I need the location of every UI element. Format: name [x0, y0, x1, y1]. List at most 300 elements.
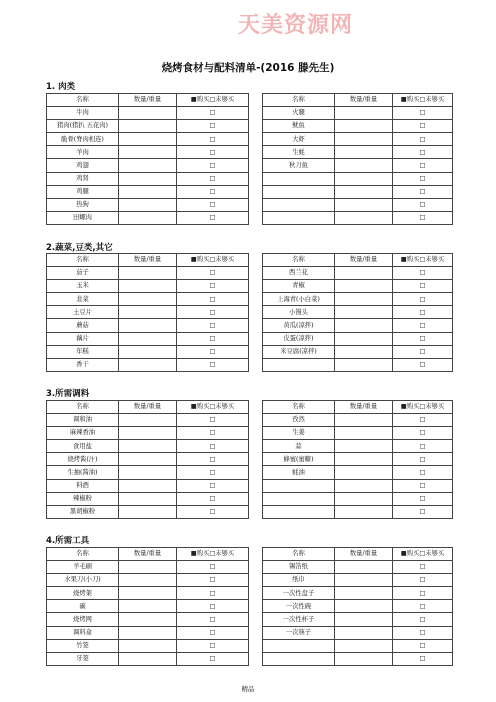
- status-checkbox[interactable]: □: [177, 267, 249, 280]
- column-header-name: 名称: [47, 401, 119, 414]
- item-quantity: [119, 185, 177, 198]
- item-name: 脆骨(脊肉相连): [47, 133, 119, 146]
- item-quantity: [119, 211, 177, 224]
- status-checkbox[interactable]: □: [393, 492, 453, 505]
- column-header-name: 名称: [47, 548, 119, 561]
- item-name: 牙签: [47, 652, 119, 665]
- column-header-name: 名称: [263, 401, 335, 414]
- item-name: 孜然: [263, 414, 335, 427]
- item-quantity: [119, 293, 177, 306]
- item-quantity: [335, 198, 393, 211]
- item-name: 羊肉: [47, 146, 119, 159]
- item-quantity: [119, 358, 177, 371]
- status-checkbox[interactable]: □: [177, 587, 249, 600]
- item-quantity: [335, 479, 393, 492]
- item-quantity: [335, 574, 393, 587]
- item-quantity: [335, 267, 393, 280]
- status-checkbox[interactable]: □: [393, 133, 453, 146]
- item-quantity: [119, 146, 177, 159]
- item-quantity: [119, 198, 177, 211]
- item-name: 一次筷子: [263, 626, 335, 639]
- column-gap: [249, 466, 263, 479]
- status-checkbox[interactable]: □: [393, 440, 453, 453]
- table-header-row: [47, 94, 453, 107]
- item-name: 猪肉(猪扒 五花肉): [47, 120, 119, 133]
- column-header-quantity: 数量/重量: [335, 94, 393, 107]
- column-header-quantity: 数量/重量: [335, 401, 393, 414]
- status-checkbox[interactable]: □: [177, 293, 249, 306]
- item-quantity: [335, 280, 393, 293]
- column-header-quantity: 数量/重量: [335, 254, 393, 267]
- item-quantity: [119, 133, 177, 146]
- item-name: 香干: [47, 358, 119, 371]
- column-gap: [249, 267, 263, 280]
- item-quantity: [335, 414, 393, 427]
- section-title-seasonings: 3.所需调料: [46, 389, 90, 399]
- status-checkbox[interactable]: □: [393, 466, 453, 479]
- table-row: [47, 414, 453, 427]
- table-row: [47, 267, 453, 280]
- item-quantity: [335, 600, 393, 613]
- status-checkbox[interactable]: □: [177, 466, 249, 479]
- item-quantity: [119, 345, 177, 358]
- status-checkbox[interactable]: □: [177, 306, 249, 319]
- column-header-status: ■购买□未够买: [393, 254, 453, 267]
- table-row: [47, 133, 453, 146]
- column-header-status: ■购买□未够买: [393, 548, 453, 561]
- item-name: 热狗: [47, 198, 119, 211]
- status-checkbox[interactable]: □: [177, 146, 249, 159]
- column-header-status: ■购买□未够买: [177, 254, 249, 267]
- status-checkbox[interactable]: □: [177, 332, 249, 345]
- column-gap: [249, 401, 263, 414]
- item-quantity: [119, 306, 177, 319]
- item-quantity: [335, 440, 393, 453]
- table-meat: [46, 93, 453, 225]
- status-checkbox[interactable]: □: [177, 600, 249, 613]
- item-name: 西兰花: [263, 267, 335, 280]
- column-header-quantity: 数量/重量: [119, 548, 177, 561]
- item-quantity: [119, 613, 177, 626]
- item-quantity: [119, 107, 177, 120]
- table-row: [47, 358, 453, 371]
- status-checkbox[interactable]: □: [177, 626, 249, 639]
- status-checkbox[interactable]: □: [177, 345, 249, 358]
- table-header-row: [47, 254, 453, 267]
- item-name: 黑胡椒粉: [47, 505, 119, 518]
- column-gap: [249, 159, 263, 172]
- status-checkbox[interactable]: □: [393, 574, 453, 587]
- item-name: [263, 505, 335, 518]
- item-quantity: [119, 626, 177, 639]
- status-checkbox[interactable]: □: [393, 159, 453, 172]
- column-gap: [249, 185, 263, 198]
- item-name: 青椒: [263, 280, 335, 293]
- item-name: 秋刀鱼: [263, 159, 335, 172]
- status-checkbox[interactable]: □: [177, 613, 249, 626]
- column-gap: [249, 146, 263, 159]
- status-checkbox[interactable]: □: [177, 172, 249, 185]
- item-quantity: [119, 574, 177, 587]
- status-checkbox[interactable]: □: [393, 479, 453, 492]
- item-name: [263, 172, 335, 185]
- table-header-row: [47, 401, 453, 414]
- item-quantity: [119, 639, 177, 652]
- item-name: 蚝油: [263, 466, 335, 479]
- column-gap: [249, 94, 263, 107]
- table-row: [47, 293, 453, 306]
- column-gap: [249, 306, 263, 319]
- page-title: 烧烤食材与配料清单-(2016 滕先生): [161, 62, 335, 74]
- item-name: [263, 492, 335, 505]
- item-quantity: [335, 332, 393, 345]
- table-row: [47, 427, 453, 440]
- column-gap: [249, 561, 263, 574]
- item-name: 麻辣香油: [47, 427, 119, 440]
- item-quantity: [335, 306, 393, 319]
- column-gap: [249, 345, 263, 358]
- table-header-row: [47, 548, 453, 561]
- status-checkbox[interactable]: □: [177, 505, 249, 518]
- status-checkbox[interactable]: □: [177, 185, 249, 198]
- table-row: [47, 613, 453, 626]
- column-gap: [249, 172, 263, 185]
- status-checkbox[interactable]: □: [393, 185, 453, 198]
- item-name: 土豆片: [47, 306, 119, 319]
- column-header-name: 名称: [263, 254, 335, 267]
- table-row: [47, 120, 453, 133]
- status-checkbox[interactable]: □: [177, 198, 249, 211]
- item-name: 锡箔纸: [263, 561, 335, 574]
- status-checkbox[interactable]: □: [393, 332, 453, 345]
- status-checkbox[interactable]: □: [177, 319, 249, 332]
- status-checkbox[interactable]: □: [177, 492, 249, 505]
- status-checkbox[interactable]: □: [393, 613, 453, 626]
- column-header-quantity: 数量/重量: [119, 94, 177, 107]
- column-gap: [249, 107, 263, 120]
- item-quantity: [335, 587, 393, 600]
- item-name: 调和油: [47, 414, 119, 427]
- item-name: 上海青(小白菜): [263, 293, 335, 306]
- status-checkbox[interactable]: □: [393, 414, 453, 427]
- column-gap: [249, 280, 263, 293]
- item-name: 烧烤酱(汁): [47, 453, 119, 466]
- status-checkbox[interactable]: □: [177, 358, 249, 371]
- item-quantity: [119, 587, 177, 600]
- item-quantity: [335, 211, 393, 224]
- column-header-name: 名称: [263, 548, 335, 561]
- column-gap: [249, 479, 263, 492]
- table-row: [47, 639, 453, 652]
- item-quantity: [335, 505, 393, 518]
- table-row: [47, 492, 453, 505]
- column-gap: [249, 427, 263, 440]
- item-name: 鸡腿: [47, 185, 119, 198]
- column-gap: [249, 613, 263, 626]
- item-name: 年糕: [47, 345, 119, 358]
- item-name: [263, 185, 335, 198]
- column-header-status: ■购买□未够买: [177, 401, 249, 414]
- item-name: 纸巾: [263, 574, 335, 587]
- status-checkbox[interactable]: □: [393, 453, 453, 466]
- item-name: 鱿鱼: [263, 120, 335, 133]
- item-quantity: [119, 267, 177, 280]
- item-name: [263, 198, 335, 211]
- item-quantity: [335, 466, 393, 479]
- item-name: 碳: [47, 600, 119, 613]
- column-gap: [249, 652, 263, 665]
- table-vegetables: [46, 253, 453, 372]
- item-name: 茄子: [47, 267, 119, 280]
- status-checkbox[interactable]: □: [393, 280, 453, 293]
- item-name: 蜂蜜(蜜糖): [263, 453, 335, 466]
- table-row: [47, 319, 453, 332]
- item-name: 一次性杯子: [263, 613, 335, 626]
- column-gap: [249, 639, 263, 652]
- item-quantity: [335, 293, 393, 306]
- item-name: 一次性盘子: [263, 587, 335, 600]
- column-gap: [249, 198, 263, 211]
- item-quantity: [335, 107, 393, 120]
- table-row: [47, 185, 453, 198]
- item-quantity: [335, 172, 393, 185]
- status-checkbox[interactable]: □: [393, 267, 453, 280]
- status-checkbox[interactable]: □: [393, 306, 453, 319]
- column-header-status: ■购买□未够买: [177, 94, 249, 107]
- status-checkbox[interactable]: □: [393, 146, 453, 159]
- item-name: 韭菜: [47, 293, 119, 306]
- status-checkbox[interactable]: □: [177, 652, 249, 665]
- item-name: 烧烤网: [47, 613, 119, 626]
- status-checkbox[interactable]: □: [177, 639, 249, 652]
- item-quantity: [119, 466, 177, 479]
- status-checkbox[interactable]: □: [177, 427, 249, 440]
- status-checkbox[interactable]: □: [177, 479, 249, 492]
- item-quantity: [119, 120, 177, 133]
- column-header-name: 名称: [47, 94, 119, 107]
- item-name: 食用盐: [47, 440, 119, 453]
- column-gap: [249, 548, 263, 561]
- table-row: [47, 600, 453, 613]
- table-row: [47, 466, 453, 479]
- item-quantity: [119, 492, 177, 505]
- table-seasonings: [46, 400, 453, 519]
- item-quantity: [335, 358, 393, 371]
- item-quantity: [335, 185, 393, 198]
- column-header-name: 名称: [263, 94, 335, 107]
- column-gap: [249, 626, 263, 639]
- item-quantity: [335, 626, 393, 639]
- column-header-name: 名称: [47, 254, 119, 267]
- table-row: [47, 479, 453, 492]
- table-row: [47, 146, 453, 159]
- item-quantity: [119, 319, 177, 332]
- section-title-vegetables: 2.蔬菜,豆类,其它: [46, 243, 113, 253]
- status-checkbox[interactable]: □: [393, 626, 453, 639]
- column-gap: [249, 505, 263, 518]
- table-row: [47, 280, 453, 293]
- status-checkbox[interactable]: □: [393, 561, 453, 574]
- column-gap: [249, 133, 263, 146]
- status-checkbox[interactable]: □: [393, 652, 453, 665]
- column-header-status: ■购买□未够买: [177, 548, 249, 561]
- item-name: [263, 358, 335, 371]
- column-gap: [249, 440, 263, 453]
- item-quantity: [335, 453, 393, 466]
- status-checkbox[interactable]: □: [177, 574, 249, 587]
- status-checkbox[interactable]: □: [177, 414, 249, 427]
- item-name: 皮蛋(凉拌): [263, 332, 335, 345]
- section-title-meat: 1. 肉类: [46, 82, 76, 92]
- column-header-quantity: 数量/重量: [335, 548, 393, 561]
- column-gap: [249, 600, 263, 613]
- item-quantity: [119, 479, 177, 492]
- item-name: 调料盒: [47, 626, 119, 639]
- column-gap: [249, 587, 263, 600]
- column-gap: [249, 211, 263, 224]
- item-name: 生蚝: [263, 146, 335, 159]
- status-checkbox[interactable]: □: [393, 107, 453, 120]
- table-row: [47, 440, 453, 453]
- status-checkbox[interactable]: □: [393, 211, 453, 224]
- table-row: [47, 626, 453, 639]
- item-quantity: [119, 453, 177, 466]
- table-row: [47, 453, 453, 466]
- item-quantity: [119, 414, 177, 427]
- item-name: 火腿: [263, 107, 335, 120]
- item-name: 烧烤架: [47, 587, 119, 600]
- item-quantity: [335, 427, 393, 440]
- status-checkbox[interactable]: □: [393, 319, 453, 332]
- item-quantity: [119, 172, 177, 185]
- item-quantity: [335, 613, 393, 626]
- item-quantity: [119, 280, 177, 293]
- item-name: 生姜: [263, 427, 335, 440]
- item-name: 辣椒粉: [47, 492, 119, 505]
- status-checkbox[interactable]: □: [393, 600, 453, 613]
- item-name: 羊毛刷: [47, 561, 119, 574]
- item-quantity: [335, 561, 393, 574]
- status-checkbox[interactable]: □: [393, 587, 453, 600]
- status-checkbox[interactable]: □: [393, 293, 453, 306]
- column-gap: [249, 293, 263, 306]
- column-gap: [249, 358, 263, 371]
- item-name: 生抽(酱油): [47, 466, 119, 479]
- item-name: 竹签: [47, 639, 119, 652]
- column-header-status: ■购买□未够买: [393, 401, 453, 414]
- item-quantity: [119, 600, 177, 613]
- table-tools: [46, 547, 453, 666]
- item-name: [263, 652, 335, 665]
- column-gap: [249, 414, 263, 427]
- status-checkbox[interactable]: □: [177, 453, 249, 466]
- item-quantity: [119, 440, 177, 453]
- item-quantity: [335, 133, 393, 146]
- item-name: 玉米: [47, 280, 119, 293]
- column-header-quantity: 数量/重量: [119, 401, 177, 414]
- column-gap: [249, 492, 263, 505]
- item-quantity: [119, 427, 177, 440]
- status-checkbox[interactable]: □: [393, 345, 453, 358]
- table-row: [47, 505, 453, 518]
- table-row: [47, 107, 453, 120]
- item-name: 料酒: [47, 479, 119, 492]
- item-quantity: [335, 639, 393, 652]
- table-row: [47, 587, 453, 600]
- item-quantity: [119, 332, 177, 345]
- footer-text: 精品: [241, 685, 255, 693]
- column-header-quantity: 数量/重量: [119, 254, 177, 267]
- status-checkbox[interactable]: □: [393, 639, 453, 652]
- item-quantity: [335, 345, 393, 358]
- column-header-status: ■购买□未够买: [393, 94, 453, 107]
- status-checkbox[interactable]: □: [393, 198, 453, 211]
- status-checkbox[interactable]: □: [393, 120, 453, 133]
- table-row: [47, 332, 453, 345]
- section-title-tools: 4.所需工具: [46, 536, 90, 546]
- item-quantity: [335, 120, 393, 133]
- table-row: [47, 306, 453, 319]
- item-name: 小馒头: [263, 306, 335, 319]
- item-quantity: [335, 159, 393, 172]
- table-row: [47, 561, 453, 574]
- status-checkbox[interactable]: □: [393, 358, 453, 371]
- table-row: [47, 345, 453, 358]
- status-checkbox[interactable]: □: [393, 505, 453, 518]
- item-name: 一次性碗: [263, 600, 335, 613]
- status-checkbox[interactable]: □: [177, 120, 249, 133]
- status-checkbox[interactable]: □: [393, 427, 453, 440]
- watermark-logo: 天美资源网: [238, 13, 354, 38]
- item-quantity: [335, 146, 393, 159]
- item-name: 蘑菇: [47, 319, 119, 332]
- item-name: [263, 211, 335, 224]
- status-checkbox[interactable]: □: [177, 159, 249, 172]
- column-gap: [249, 574, 263, 587]
- item-quantity: [119, 159, 177, 172]
- item-name: 田螺肉: [47, 211, 119, 224]
- item-quantity: [335, 492, 393, 505]
- item-name: 藕片: [47, 332, 119, 345]
- table-row: [47, 652, 453, 665]
- item-name: 鸡肾: [47, 172, 119, 185]
- status-checkbox[interactable]: □: [177, 561, 249, 574]
- item-name: 水果刀(小刀): [47, 574, 119, 587]
- item-name: 大虾: [263, 133, 335, 146]
- status-checkbox[interactable]: □: [177, 107, 249, 120]
- status-checkbox[interactable]: □: [177, 133, 249, 146]
- item-name: [263, 479, 335, 492]
- status-checkbox[interactable]: □: [177, 280, 249, 293]
- column-gap: [249, 120, 263, 133]
- table-row: [47, 211, 453, 224]
- item-name: 蒜: [263, 440, 335, 453]
- table-row: [47, 198, 453, 211]
- column-gap: [249, 332, 263, 345]
- item-quantity: [335, 319, 393, 332]
- item-name: [263, 639, 335, 652]
- table-row: [47, 574, 453, 587]
- status-checkbox[interactable]: □: [177, 211, 249, 224]
- table-row: [47, 159, 453, 172]
- status-checkbox[interactable]: □: [177, 440, 249, 453]
- item-name: 米豆腐(凉拌): [263, 345, 335, 358]
- item-quantity: [335, 652, 393, 665]
- status-checkbox[interactable]: □: [393, 172, 453, 185]
- column-gap: [249, 254, 263, 267]
- item-quantity: [119, 561, 177, 574]
- table-row: [47, 172, 453, 185]
